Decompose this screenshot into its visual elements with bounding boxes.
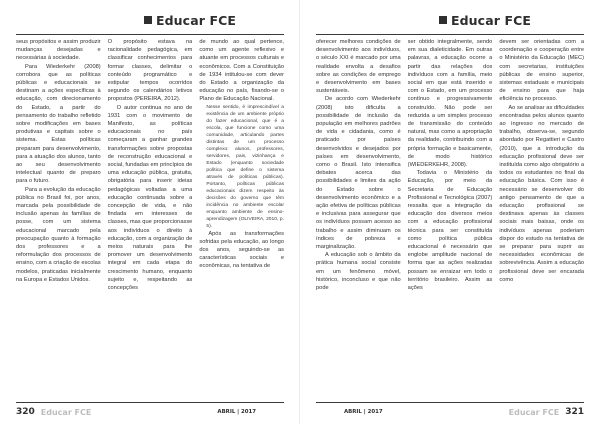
paragraph: de mundo ao qual pertence, como um agente reflexivo e atuante em processos culturais e econômicos. Com a Constituição de 1934 intitulou-se com dever do Estado a organização da educação no país, fixando-se o Plano de Educação Nacional.: [199, 39, 284, 103]
footer-date: ABRIL | 2017: [344, 409, 383, 415]
paragraph: seus propósitos e assim produzir mudanças desejadas e necessárias à sociedade.: [16, 39, 101, 62]
paragraph: oferecer melhores condições de desenvolvimento aos indivíduos, o século XXI é marcado por uma realidade envolta a desafios sobre as condições de emprego e desenvolvimento em bases sustentáveis.: [316, 39, 401, 95]
page-number: 320: [16, 407, 35, 417]
paragraph: De acordo com Wiederkehr (2008) isto dificulta a possibilidade de inclusão da população em melhores padrões de vida e cidadania, como é praticado por países desenvolvidos e desejados por países em desenvolvimento, como o Brasil. Isto intensifica debates acerca das possibilidades e limites da ação do Estado sobre o desenvolvimento econômico e a ação efetiva de políticas públicas e inclusivas para assegurar que os indivíduos possam acesso ao trabalho e assim diminuam os índices de pobreza e marginalização.: [316, 96, 401, 251]
page-footer: [16, 404, 284, 420]
header-square-icon: [439, 16, 447, 24]
paragraph: O autor continua no ano de 1931 com o movimento de Manifesto, as políticas educacionais no país começaram a ganhar grandes transformações sobre propostas de reconstrução educacional e social, fundadas em princípios de uma educação pública, gratuita, obrigatória para inserir ideias pedagógicas voltadas a uma educação continuada sobre a concepção de vida, e não findada em interesses de classes, mas que proporcionasse aos indivíduos o direito à educação, com a organização de meios naturais para lhe promover um desenvolvimento integral em cada etapa do crescimento humano, enquanto sujeito e, respeitando as concepções: [107, 104, 193, 292]
header-rule: [16, 34, 284, 35]
footer-rule: [16, 402, 284, 403]
footer-date: ABRIL | 2017: [217, 409, 256, 415]
footer-rule: [316, 402, 584, 403]
paragraph: ser obtido integralmente, sendo em sua dialeticidade. Em outras palavras, a educação ocorre a partir das relações dos indivíduos com a família, meio social em que está inserido e com o Estado, em um processo contínuo e progressivamente construído. Não pode ser reduzida a um simples processo de transmissão do conteúdo natural, mas como a apropriação da realidade, contribuindo com a própria formação e basicamente, de modo histórico (WIEDERKEHR, 2008).: [407, 39, 493, 169]
paragraph: O propósito estava na racionalidade pedagógica, em classificar conhecimentos para formar classes, delimitar o conteúdo programático e estipular tempos ocorridos segundo os calendários letivos propostos (PEREIRA, 2012).: [107, 39, 193, 103]
text-column: [108, 38, 193, 400]
text-column: [199, 38, 284, 400]
text-column: [499, 38, 584, 400]
paragraph: Todavia o Ministério da Educação, por meio da Secretaria de Educação Profissional e Tecnológica (2007) ressalta que a integração da educação dos diversos meios com a educação profissional técnica para ser constituída como política pública educacional é necessário que englobe amplitude nacional de forma que as ações realizadas possam se enraizar em todo o território brasileiro. Assim as ações: [407, 170, 493, 292]
page-header: [300, 10, 600, 30]
text-column: [16, 38, 101, 400]
footer-magazine-name: Educar FCE: [40, 407, 92, 417]
page-footer: [316, 404, 584, 420]
text-columns: [316, 38, 584, 400]
paragraph: devem ser orientadas com a coordenação e cooperação entre o Ministério da Educação (MEC) com secretarias, instituições públicas de ensino superior, sistemas estaduais e municipais de ensino para que haja eficiência no processo.: [499, 39, 584, 103]
block-quote: Nesse sentido, é imprescindível a existência de um ambiente próprio do fazer educacional, que é a escola, que funcione como uma comunidade, articulando partes distintas de um processo complexo: alunos, professores, servidores, pais, vizinhança e Estado (enquanto sociedade política que define o sistema através de políticas públicas). Portanto, políticas públicas educacionais dizem respeito às decisões do governo que têm incidência no ambiente escolar enquanto ambiente de ensino-aprendizagem (OLIVEIRA, 2010, p. 5).: [206, 104, 284, 229]
paragraph: Para a evolução da educação pública no Brasil foi, por anos, marcada pela possibilidade de inclusão apenas às famílias de posse, com um sistema educacional marcado pela preocupação quanto à formação dos professores e a reformulação dos processos de ensino, com a criação de escolas modelos, praticadas inicialmente na Europa e Estados Unidos.: [16, 186, 101, 283]
right-page: [300, 0, 600, 424]
header-square-icon: [144, 16, 152, 24]
paragraph: A educação sob o âmbito da prática humana social consiste em um fenômeno móvel, histórico, inconcluso e que não pode: [316, 252, 401, 292]
header-rule: [316, 34, 584, 35]
text-column: [408, 38, 493, 400]
header-title: Educar FCE: [156, 12, 236, 28]
page-number: 321: [565, 407, 584, 417]
page-header: [0, 10, 300, 30]
footer-magazine-name: Educar FCE: [508, 407, 560, 417]
text-columns: [16, 38, 284, 400]
header-title: Educar FCE: [451, 12, 531, 28]
paragraph: Ao se analisar as dificuldades encontradas pelos alunos quanto ao ingresso no mercado de trabalho, observa-se, segundo abordado por Regattieri e Castro (2010), que a introdução da educação profissional deve ser instituída como algo obrigatório a todos os estudantes no final da educação básica. Com isso é necessário se desenvolver do antigo pensamento de que a educação profissional se destinava apenas às classes sociais mais baixas, onde os indivíduos apenas poderiam dispor do estudo na tentativa de se preparar para suprir as necessidades econômicas de sobrevivência. Assim a educação profissional deve ser encarada como: [499, 104, 584, 283]
paragraph: Após as transformações sofridas pela educação, ao longo dos anos, seguindo-se as características sociais e econômicas, na tentativa de: [199, 230, 284, 270]
paragraph: Para Wiederkehr (2008) corrobora que as políticas públicas e educacionais se destinam a ações específicas à educação, com direcionamento do Estado, a partir do pensamento do trabalho refletido sobre modificações em bases produtivas e capitais sobre o sistema. Estas políticas preparam para desenvolvimento, para a atuação dos alunos, tanto ao seu desenvolvimento intelectual quanto de preparo para o futuro.: [16, 63, 101, 185]
text-column: [316, 38, 401, 400]
